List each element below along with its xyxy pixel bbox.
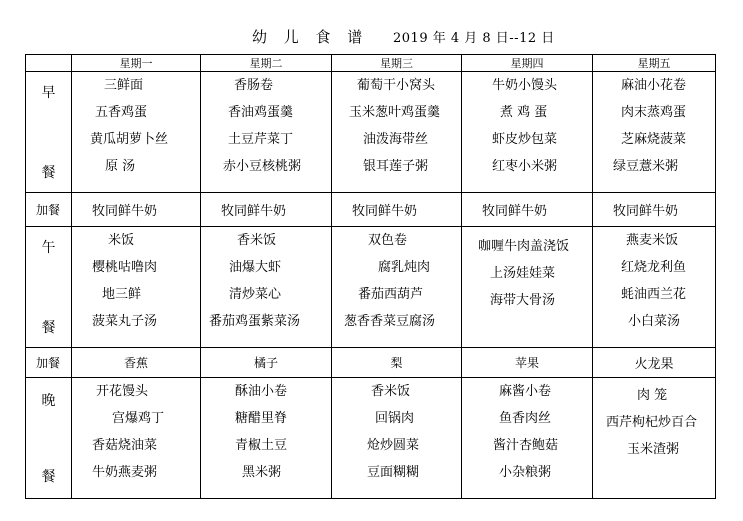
dish: 樱桃咕噜肉: [92, 260, 158, 276]
dish: 肉 笼: [637, 387, 668, 403]
snack-cell: 牧同鲜牛奶: [593, 193, 716, 227]
dish: 回锅肉: [375, 410, 415, 426]
menu-cell: [332, 227, 462, 348]
day-header: 星期五: [593, 55, 716, 72]
dish: 蚝油西兰花: [621, 287, 687, 303]
dish: 五香鸡蛋: [95, 105, 148, 121]
dish: 煮 鸡 蛋: [500, 105, 548, 121]
dish: 原 汤: [105, 159, 136, 175]
dish: 芝麻烧菠菜: [621, 132, 687, 148]
dish: 虾皮炒包菜: [492, 132, 558, 148]
dish: 小杂粮粥: [499, 464, 552, 480]
dish: 肉末蒸鸡蛋: [621, 105, 687, 121]
menu-cell: [462, 377, 593, 498]
dish: 青椒土豆: [235, 437, 288, 453]
dish: 腐乳炖肉: [378, 260, 431, 276]
dish: 玉米葱叶鸡蛋羹: [349, 105, 441, 121]
morning-snack-row: [26, 193, 716, 227]
menu-cell: [72, 227, 201, 348]
dish: 豆面糊糊: [367, 464, 420, 480]
date-range: 2019 年 4 月 8 日--12 日: [393, 31, 555, 46]
corner-cell: [26, 55, 72, 72]
dish: 开花馒头: [96, 383, 149, 399]
day-header: 星期四: [462, 55, 593, 72]
menu-table: [25, 54, 716, 499]
dish: 香肠卷: [234, 78, 274, 94]
dish: 清炒菜心: [229, 287, 282, 303]
dish: 牛奶燕麦粥: [92, 464, 158, 480]
breakfast-row: [26, 72, 716, 193]
dish: 米饭: [108, 233, 135, 249]
menu-cell: [462, 227, 593, 348]
dish: 小白菜汤: [628, 314, 681, 330]
dish: 燕麦米饭: [626, 233, 679, 249]
dish: 红枣小米粥: [492, 159, 558, 175]
label-char: 餐: [41, 468, 56, 485]
dish: 黄瓜胡萝卜丝: [90, 132, 169, 148]
snack-cell: 牧同鲜牛奶: [72, 193, 201, 227]
menu-cell: [72, 377, 201, 498]
fruit-cell: 火龙果: [593, 348, 716, 378]
dish: 香油鸡蛋羹: [228, 105, 294, 121]
label-char: 晚: [41, 392, 56, 409]
dish: 油爆大虾: [229, 260, 282, 276]
dish: 赤小豆核桃粥: [223, 159, 302, 175]
dish: 菠菜丸子汤: [92, 314, 158, 330]
dish: 香米饭: [237, 233, 277, 249]
day-header: 星期三: [332, 55, 462, 72]
lunch-label: [26, 227, 72, 348]
menu-cell: [72, 72, 201, 193]
dish: 土豆芹菜丁: [228, 132, 294, 148]
dish: 炝炒圆菜: [367, 437, 420, 453]
dish: 黑米粥: [242, 464, 282, 480]
dish: 麻酱小卷: [499, 383, 552, 399]
dish: 红烧龙利鱼: [621, 260, 687, 276]
fruit-cell: 梨: [332, 348, 462, 378]
dish: 糖醋里脊: [235, 410, 288, 426]
label-char: 午: [41, 240, 56, 257]
dish: 玉米渣粥: [627, 441, 680, 457]
fruit-cell: 苹果: [462, 348, 593, 378]
label-char: 餐: [41, 320, 56, 337]
dish: 鱼香肉丝: [499, 410, 552, 426]
dish: 绿豆薏米粥: [613, 159, 679, 175]
dish: 香菇烧油菜: [92, 437, 158, 453]
menu-cell: [593, 72, 716, 193]
label-char: 餐: [41, 165, 56, 182]
menu-cell: [593, 377, 716, 498]
lunch-row: [26, 227, 716, 348]
dish: 双色卷: [368, 233, 408, 249]
dish: 海带大骨汤: [490, 293, 556, 309]
snack-label: 加餐: [26, 193, 72, 227]
dish: 宫爆鸡丁: [112, 410, 165, 426]
menu-cell: [462, 72, 593, 193]
dish: 葱香香菜豆腐汤: [344, 314, 436, 330]
menu-cell: [201, 227, 332, 348]
breakfast-label: [26, 72, 72, 193]
fruit-cell: 橘子: [201, 348, 332, 378]
fruit-cell: 香蕉: [72, 348, 201, 378]
dish: 酱汁杏鲍菇: [493, 437, 559, 453]
label-char: 早: [41, 85, 56, 102]
dish: 咖喱牛肉盖浇饭: [478, 239, 570, 255]
menu-cell: [201, 377, 332, 498]
dish: 麻油小花卷: [621, 78, 687, 94]
dish: 油泼海带丝: [363, 132, 429, 148]
dish: 番茄鸡蛋紫菜汤: [209, 314, 301, 330]
snack-cell: 牧同鲜牛奶: [201, 193, 332, 227]
dish: 葡萄干小窝头: [357, 78, 436, 94]
dish: 香米饭: [371, 383, 411, 399]
page-title: 幼 儿 食 谱: [252, 28, 369, 46]
header-row: [26, 55, 716, 72]
dish: 银耳莲子粥: [363, 159, 429, 175]
day-header: 星期二: [201, 55, 332, 72]
menu-cell: [201, 72, 332, 193]
title-row: [0, 26, 743, 48]
afternoon-snack-row: [26, 348, 716, 378]
dish: 地三鲜: [102, 287, 142, 303]
menu-cell: [332, 377, 462, 498]
snack-label: 加餐: [26, 348, 72, 378]
snack-cell: 牧同鲜牛奶: [462, 193, 593, 227]
menu-cell: [332, 72, 462, 193]
dish: 牛奶小馒头: [492, 78, 558, 94]
dish: 上汤娃娃菜: [490, 266, 556, 282]
dish: 番茄西葫芦: [358, 287, 424, 303]
snack-cell: 牧同鲜牛奶: [332, 193, 462, 227]
dinner-label: [26, 377, 72, 498]
day-header: 星期一: [72, 55, 201, 72]
menu-cell: [593, 227, 716, 348]
dinner-row: [26, 377, 716, 498]
dish: 酥油小卷: [235, 383, 288, 399]
dish: 三鲜面: [104, 78, 144, 94]
dish: 西芹枸杞炒百合: [606, 414, 698, 430]
